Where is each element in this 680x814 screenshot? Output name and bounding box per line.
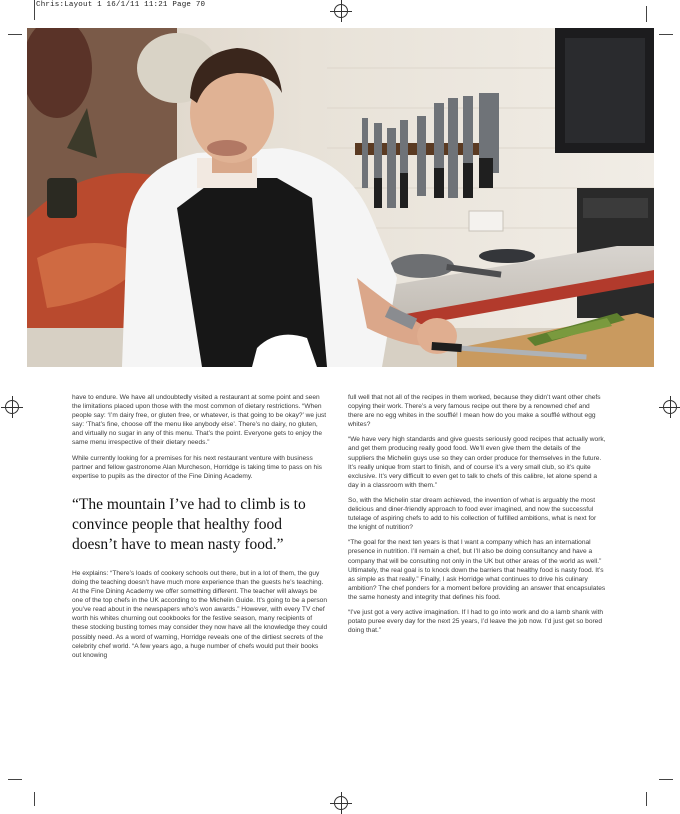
crop-mark (8, 779, 22, 780)
body-paragraph: full well that not all of the recipes in them worked, because they didn’t want other chefs copying their work. There’s a very famous recipe out there by a renowned chef and there are no egg whites in the soufflé! I mean how do you make a soufflé without egg whites? (348, 394, 601, 429)
body-paragraph: While currently looking for a premises for his next restaurant venture with business partner and fellow gastronome Alan Murcheson, Horridge is taking time to pass on his expertise to pupils as the director of the Fine Dining Academy. (72, 454, 322, 480)
body-paragraph: He explains: “There’s loads of cookery schools out there, but in a lot of them, the guy doing the teaching doesn’t have much more experience than the guests he’s teaching. At the Fine Dining Academy we offer something different. The teacher will always be one of the top chefs in the UK according to the Michelin Guide. It’s going to be a person you’ve read about in the newspapers who’s won awards.” However, with every TV chef worth his whites churning out cookbooks for the festive season, many recipients of these stocking busting tomes may consider they now have all the knowledge they could possibly need. As a word of warning, Horridge reveals one of the dirtiest secrets of the celebrity chef world. “A few years ago, a huge number of chefs would put their books out knowing (72, 569, 328, 659)
body-paragraph: So, with the Michelin star dream achieved, the invention of what is arguably the most delicious and diner-friendly approach to food ever imagined, and now the successful tutelage of aspiring chefs to add to his collection of fulfilled ambitions, what is next for the knight of nutrition? (348, 496, 597, 532)
crop-mark (646, 792, 647, 806)
registration-mark (334, 4, 348, 18)
right-column (348, 393, 606, 641)
crop-mark (659, 34, 673, 35)
registration-mark (334, 796, 348, 810)
chef-photo (27, 28, 654, 367)
registration-mark (663, 400, 677, 414)
crop-mark (34, 792, 35, 806)
registration-mark (5, 400, 19, 414)
body-paragraph: “I’ve just got a very active imagination. If I had to go into work and do a lamb shank with potato puree every day for the next 25 years, I’d leave the job now. I’d just get so bored doing that.” (348, 608, 604, 635)
crop-mark (659, 779, 673, 780)
crop-mark (8, 34, 22, 35)
crop-mark (646, 6, 647, 22)
body-paragraph: “We have very high standards and give guests seriously good recipes that actually work, and get them producing really good food. We’ll even give them the details of the suppliers the Michelin guys use so they can order produce for themselves in the future. It’s really unique from start to finish, and of course it’s a very small club, so it’s quite exclusive. It’s very difficult to even get to talk to chefs of this calibre, let alone spend a day in a classroom with them.” (348, 436, 606, 489)
body-paragraph: have to endure. We have all undoubtedly visited a restaurant at some point and seen the limitations placed upon those with the most common of dietary restrictions. “When people say: ‘I’m dairy free, or gluten free, or whatever, is that going to be okay?’ we just say: ‘That’s fine, choose off the menu like anybody else’. There’s no dairy, no gluten, and virtually no sugar in any of this menu. That’s the point. Everyone gets to enjoy the same menu irrespective of their dietary needs.” (72, 394, 327, 447)
pull-quote: “The mountain I’ve had to climb is to convince people that healthy food doesn’t have to mean nasty food.” (72, 495, 306, 553)
crop-mark (34, 0, 35, 20)
left-column (72, 393, 328, 666)
body-paragraph: “The goal for the next ten years is that I want a company which has an international presence in nutrition. I’ll remain a chef, but I’ll also be doing consultancy and have a company that will be consulting not only in the UK but other areas of the world as well.” Ultimately, the real goal is to knock down the barriers that healthy food is nasty food. It’s as simple as that really.” Finally, I ask Horridge what continues to drive his culinary ambition? The chef ponders for a moment before providing an answer that encapsulates the same honesty and integrity that defines his food. (348, 539, 606, 601)
printer-slug: Chris:Layout 1 16/1/11 11:21 Page 70 (36, 1, 206, 9)
